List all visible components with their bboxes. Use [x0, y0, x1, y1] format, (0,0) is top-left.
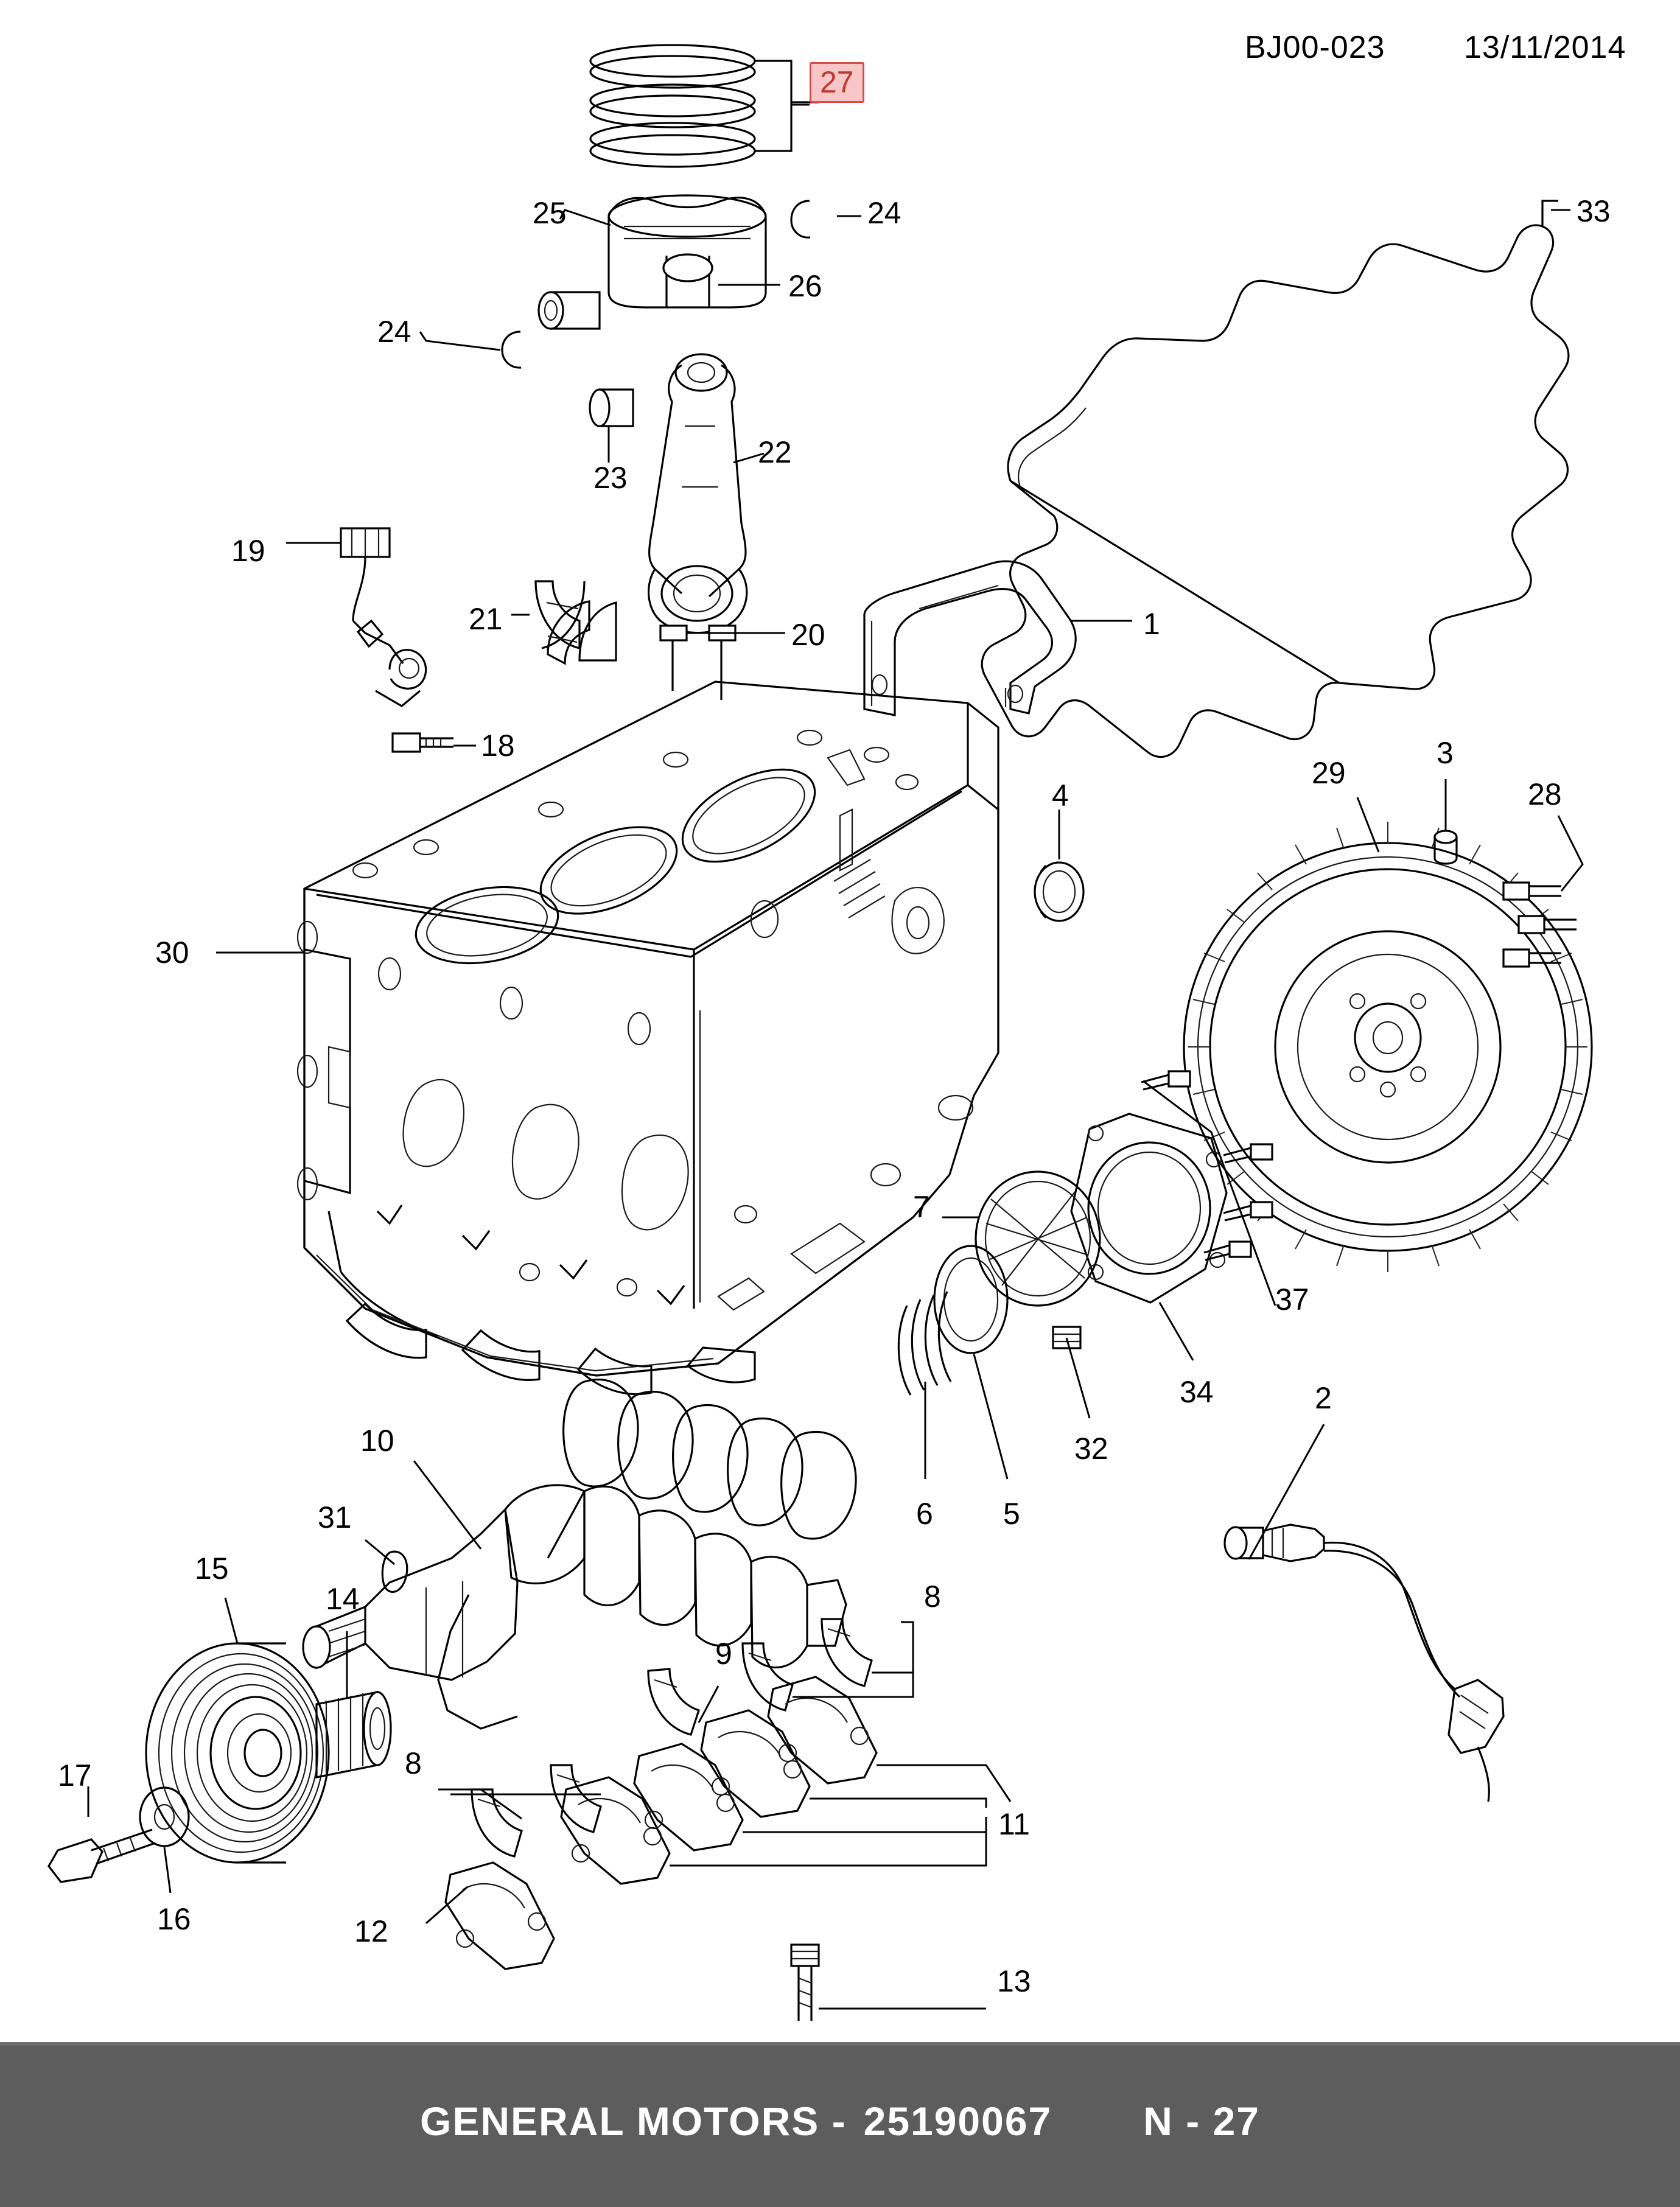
main-cap-bolt-13	[791, 1945, 819, 2021]
oxygen-sensor-2	[1225, 1525, 1503, 1802]
callout-15: 15	[195, 1551, 229, 1586]
callout-10: 10	[360, 1424, 394, 1458]
callout-26: 26	[788, 269, 822, 303]
callout-17: 17	[58, 1758, 92, 1793]
callout-3: 3	[1437, 736, 1454, 770]
callout-32: 32	[1074, 1432, 1108, 1466]
piston-rings-group	[590, 45, 819, 167]
footer-content	[0, 2085, 1680, 2158]
callout-4: 4	[1052, 778, 1069, 813]
plug-32	[1053, 1327, 1080, 1348]
callout-21: 21	[469, 602, 503, 636]
housing-bolts-37	[1141, 1071, 1272, 1260]
flywheel-29	[1184, 822, 1592, 1272]
callout-23: 23	[593, 461, 628, 495]
callout-24-left: 24	[377, 315, 411, 349]
drawing-date: 13/11/2014	[1464, 30, 1626, 65]
callout-34: 34	[1180, 1375, 1214, 1409]
rod-bearings-group	[536, 581, 616, 663]
bolt-18	[393, 733, 453, 752]
callout-18: 18	[481, 729, 515, 763]
callout-5: 5	[1003, 1497, 1020, 1531]
main-bearing-caps-group	[446, 1677, 877, 1969]
callout-22: 22	[758, 435, 792, 469]
callout-29: 29	[1312, 756, 1346, 790]
footer-part-number: 25190067	[863, 2099, 1052, 2144]
callout-1: 1	[1143, 607, 1160, 641]
flywheel-bolts-28	[1503, 883, 1577, 967]
leader-lines	[88, 105, 1583, 2009]
engine-bracket	[864, 561, 1076, 715]
callout-33: 33	[1577, 194, 1611, 228]
callout-19: 19	[231, 534, 265, 568]
callout-8-lower: 8	[405, 1746, 422, 1780]
engine-block	[298, 682, 998, 1394]
callout-37: 37	[1275, 1282, 1309, 1317]
dowel-pin-3	[1435, 831, 1457, 864]
connecting-rod-group	[590, 354, 747, 700]
knock-sensor-group	[341, 528, 426, 706]
callout-7: 7	[913, 1190, 930, 1224]
callout-12: 12	[354, 1914, 388, 1948]
callout-8-upper: 8	[924, 1579, 941, 1614]
rear-seal-housing-group	[898, 1114, 1227, 1395]
front-crank-seal-4	[1035, 862, 1083, 921]
drawing-code: BJ00-023	[1245, 30, 1385, 65]
callout-30: 30	[155, 936, 189, 970]
callout-11: 11	[998, 1807, 1030, 1841]
footer-brand: GENERAL MOTORS -	[420, 2099, 847, 2144]
valve-cover-gasket	[982, 201, 1569, 757]
callout-20: 20	[791, 618, 825, 652]
main-bearings-group	[472, 1619, 872, 1856]
footer-page-number: N - 27	[1143, 2099, 1260, 2144]
callout-2: 2	[1315, 1381, 1332, 1415]
callout-24-top: 24	[867, 196, 901, 230]
callout-6: 6	[916, 1497, 933, 1531]
callout-13: 13	[997, 1964, 1031, 1998]
callout-16: 16	[157, 1902, 191, 1936]
crank-pulley-group	[49, 1643, 391, 1882]
callout-31: 31	[318, 1500, 352, 1534]
callout-28: 28	[1528, 777, 1562, 811]
callout-27: 27	[810, 62, 864, 103]
callout-9: 9	[715, 1637, 732, 1671]
callout-14: 14	[326, 1582, 360, 1616]
callout-25: 25	[533, 196, 567, 230]
